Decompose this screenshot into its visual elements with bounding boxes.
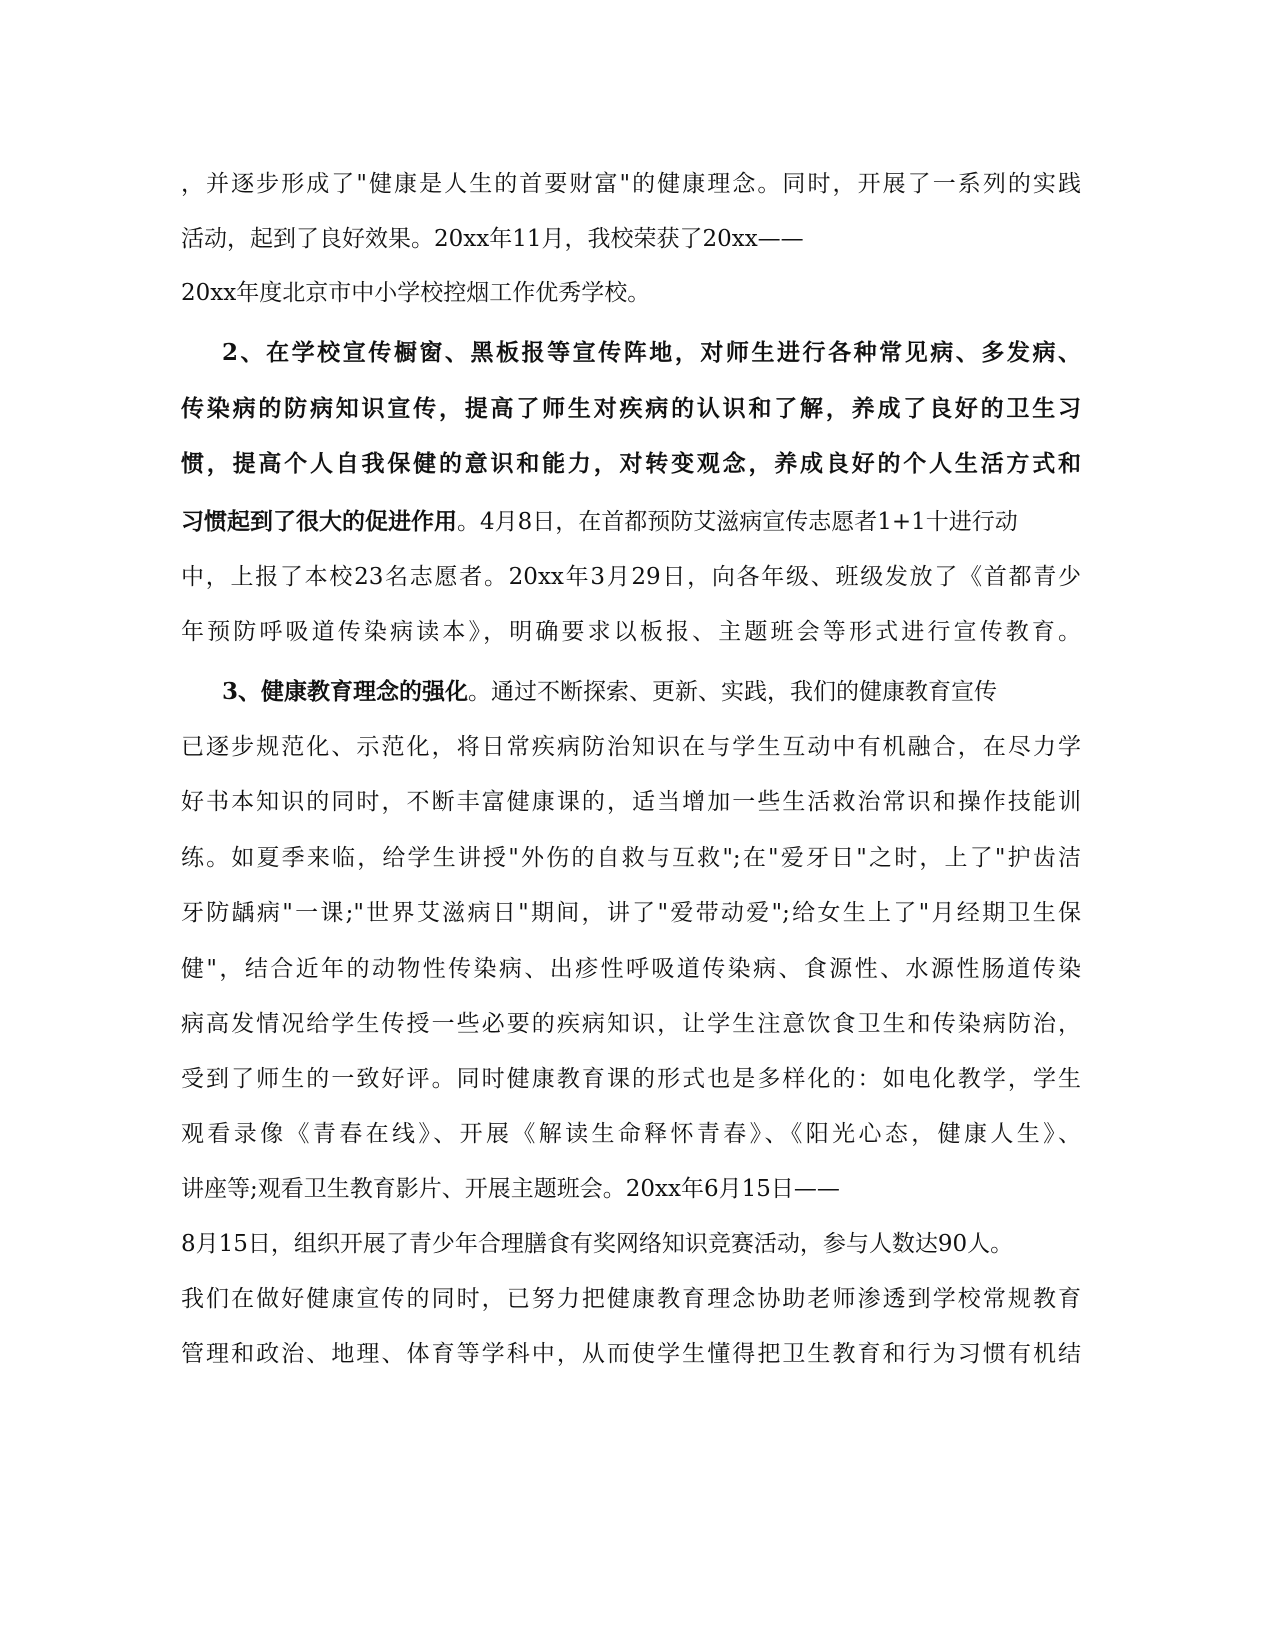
text-line: 健"，结合近年的动物性传染病、出疹性呼吸道传染病、食源性、水源性肠道传染 <box>181 956 1081 982</box>
text-line: 练。如夏季来临，给学生讲授"外伤的自救与互救";在"爱牙日"之时，上了"护齿洁 <box>181 845 1081 871</box>
text-line: 已逐步规范化、示范化，将日常疾病防治知识在与学生互动中有机融合，在尽力学 <box>181 734 1081 760</box>
text-span: 。通过不断探索、更新、实践，我们的健康教育宣传 <box>468 679 998 705</box>
text-line-bold: 惯，提高个人自我保健的意识和能力，对转变观念，养成良好的个人生活方式和 <box>181 450 1081 477</box>
text-line: 讲座等;观看卫生教育影片、开展主题班会。20xx年6月15日—— <box>181 1176 840 1202</box>
text-line: 20xx年度北京市中小学校控烟工作优秀学校。 <box>181 280 651 306</box>
text-span: 。4月8日，在首都预防艾滋病宣传志愿者1+1十进行动 <box>457 509 1018 535</box>
text-line: 我们在做好健康宣传的同时，已努力把健康教育理念协助老师渗透到学校常规教育 <box>181 1286 1081 1312</box>
text-line: 年预防呼吸道传染病读本》，明确要求以板报、主题班会等形式进行宣传教育。 <box>181 619 1081 645</box>
text-line: 好书本知识的同时，不断丰富健康课的，适当增加一些生活救治常识和操作技能训 <box>181 789 1081 815</box>
text-line: 中，上报了本校23名志愿者。20xx年3月29日，向各年级、班级发放了《首都青少 <box>181 564 1081 590</box>
section-3-title: 3、健康教育理念的强化 <box>222 678 469 705</box>
text-line: 管理和政治、地理、体育等学科中，从而使学生懂得把卫生教育和行为习惯有机结 <box>181 1341 1081 1367</box>
text-line: 观看录像《青春在线》、开展《解读生命释怀青春》、《阳光心态，健康人生》、 <box>181 1121 1081 1147</box>
bold-phrase: 习惯起到了很大的促进作用 <box>181 508 457 535</box>
text-line: ，并逐步形成了"健康是人生的首要财富"的健康理念。同时，开展了一系列的实践 <box>181 171 1081 197</box>
text-line: 活动，起到了良好效果。20xx年11月，我校荣获了20xx—— <box>181 226 804 252</box>
section-3-heading-line <box>222 672 1081 712</box>
text-line: 8月15日，组织开展了青少年合理膳食有奖网络知识竞赛活动，参与人数达90人。 <box>181 1231 1014 1257</box>
text-line: 受到了师生的一致好评。同时健康教育课的形式也是多样化的：如电化教学，学生 <box>181 1066 1081 1092</box>
text-line: 病高发情况给学生传授一些必要的疾病知识，让学生注意饮食卫生和传染病防治， <box>181 1011 1081 1037</box>
section-2-heading-line: 2、在学校宣传橱窗、黑板报等宣传阵地，对师生进行各种常见病、多发病、 <box>222 339 1081 366</box>
text-line-bold: 传染病的防病知识宣传，提高了师生对疾病的认识和了解，养成了良好的卫生习 <box>181 395 1081 422</box>
text-line: 牙防龋病"一课;"世界艾滋病日"期间，讲了"爱带动爱";给女生上了"月经期卫生保 <box>181 900 1081 926</box>
text-line-mixed <box>181 502 1081 542</box>
